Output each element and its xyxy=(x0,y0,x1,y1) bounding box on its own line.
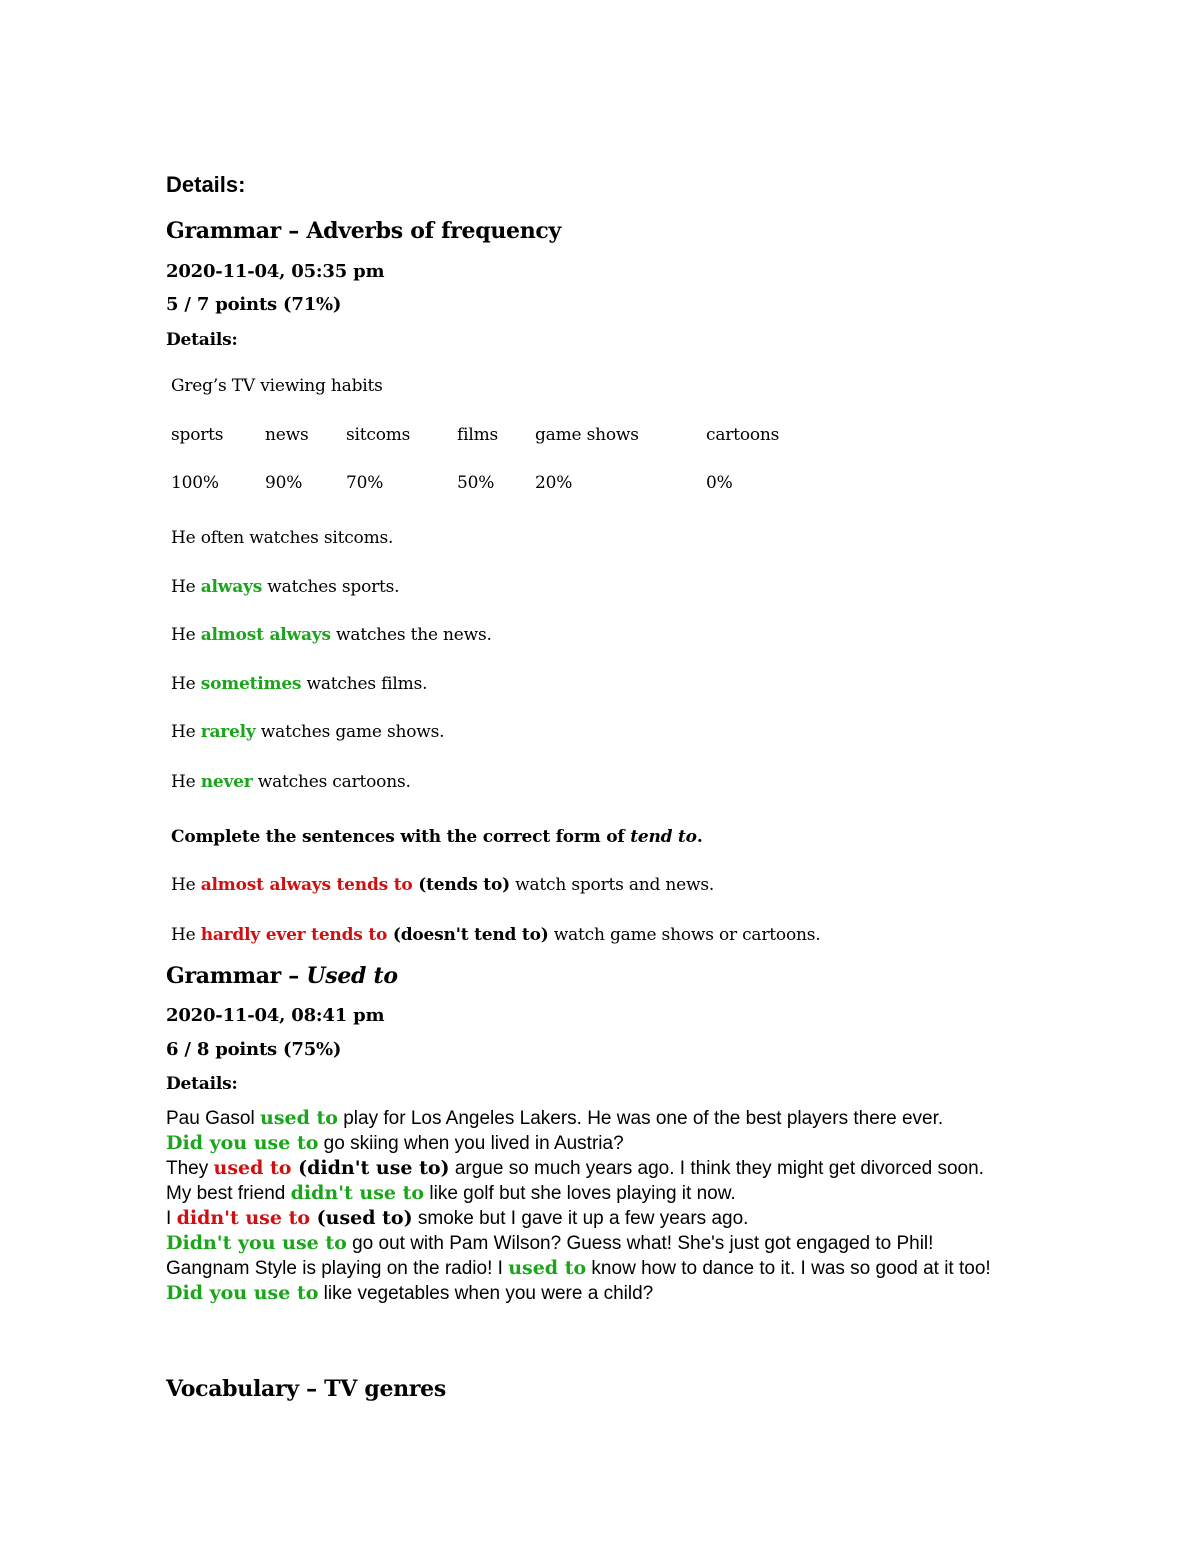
details-label: Details: xyxy=(166,1074,238,1094)
answer-sentence: They used to (didn't use to) argue so much years ago. I think they might get divorced soon. xyxy=(166,1157,984,1179)
example-sentence: He often watches sitcoms. xyxy=(171,528,394,548)
table-header-cell: game shows xyxy=(535,425,639,445)
answer-incorrect: didn't use to xyxy=(176,1207,311,1229)
section-title-adverbs: Grammar – Adverbs of frequency xyxy=(166,218,562,244)
answer-sentence: He sometimes watches films. xyxy=(171,674,428,694)
page-title: Details: xyxy=(166,172,246,197)
table-value-cell: 50% xyxy=(457,473,495,493)
answer-sentence: Didn't you use to go out with Pam Wilson? Guess what! She's just got engaged to Phil! xyxy=(166,1232,934,1254)
answer-sentence: He hardly ever tends to (doesn't tend to) watch game shows or cartoons. xyxy=(171,925,821,945)
answer-sentence: Pau Gasol used to play for Los Angeles Lakers. He was one of the best players there ever. xyxy=(166,1107,944,1129)
answer-sentence: He never watches cartoons. xyxy=(171,772,411,792)
tend-to-instruction: Complete the sentences with the correct form of tend to. xyxy=(171,827,703,847)
answer-sentence: I didn't use to (used to) smoke but I gave it up a few years ago. xyxy=(166,1207,749,1229)
table-value-cell: 20% xyxy=(535,473,573,493)
table-header-cell: sitcoms xyxy=(346,425,411,445)
answer-incorrect: hardly ever tends to xyxy=(200,925,388,945)
quiz-score: 5 / 7 points (71%) xyxy=(166,294,342,315)
answer-correct: always xyxy=(200,577,263,597)
answer-correct: used to xyxy=(260,1107,338,1129)
answer-incorrect: used to xyxy=(213,1157,292,1179)
table-header-cell: films xyxy=(457,425,499,445)
answer-correct: didn't use to xyxy=(290,1182,425,1204)
answer-correct: never xyxy=(200,772,253,792)
answer-correction: (used to) xyxy=(310,1207,413,1229)
answer-correct: Did you use to xyxy=(166,1282,319,1304)
answer-sentence: He almost always tends to (tends to) watch sports and news. xyxy=(171,875,715,895)
answer-sentence: He always watches sports. xyxy=(171,577,400,597)
answer-sentence: He almost always watches the news. xyxy=(171,625,492,645)
answer-sentence: Gangnam Style is playing on the radio! I used to know how to dance to it. I was so good at it too! xyxy=(166,1257,991,1279)
answer-sentence: Did you use to like vegetables when you were a child? xyxy=(166,1282,654,1304)
table-header-cell: sports xyxy=(171,425,224,445)
table-value-cell: 0% xyxy=(706,473,733,493)
answer-correct: almost always xyxy=(200,625,331,645)
section-title-used-to: Grammar – Used to xyxy=(166,963,398,989)
answer-sentence: My best friend didn't use to like golf but she loves playing it now. xyxy=(166,1182,736,1204)
section-title-tv-genres: Vocabulary – TV genres xyxy=(166,1376,446,1402)
answer-correct: sometimes xyxy=(200,674,302,694)
answer-correct: Did you use to xyxy=(166,1132,319,1154)
details-label: Details: xyxy=(166,330,238,350)
table-header-cell: cartoons xyxy=(706,425,780,445)
answer-correct: rarely xyxy=(200,722,256,742)
answer-sentence: Did you use to go skiing when you lived in Austria? xyxy=(166,1132,624,1154)
quiz-datetime: 2020-11-04, 05:35 pm xyxy=(166,261,385,282)
table-value-cell: 90% xyxy=(265,473,303,493)
quiz-datetime: 2020-11-04, 08:41 pm xyxy=(166,1005,385,1026)
table-value-cell: 100% xyxy=(171,473,219,493)
quiz-score: 6 / 8 points (75%) xyxy=(166,1039,342,1060)
table-title: Greg’s TV viewing habits xyxy=(171,376,383,396)
answer-correct: used to xyxy=(508,1257,587,1279)
answer-correction: (didn't use to) xyxy=(291,1157,450,1179)
table-header-cell: news xyxy=(265,425,309,445)
answer-correction: (doesn't tend to) xyxy=(387,925,549,945)
table-value-cell: 70% xyxy=(346,473,384,493)
answer-sentence: He rarely watches game shows. xyxy=(171,722,445,742)
answer-correct: Didn't you use to xyxy=(166,1232,347,1254)
used-to-answers xyxy=(166,1106,1026,1306)
answer-correction: (tends to) xyxy=(412,875,510,895)
answer-incorrect: almost always tends to xyxy=(200,875,413,895)
